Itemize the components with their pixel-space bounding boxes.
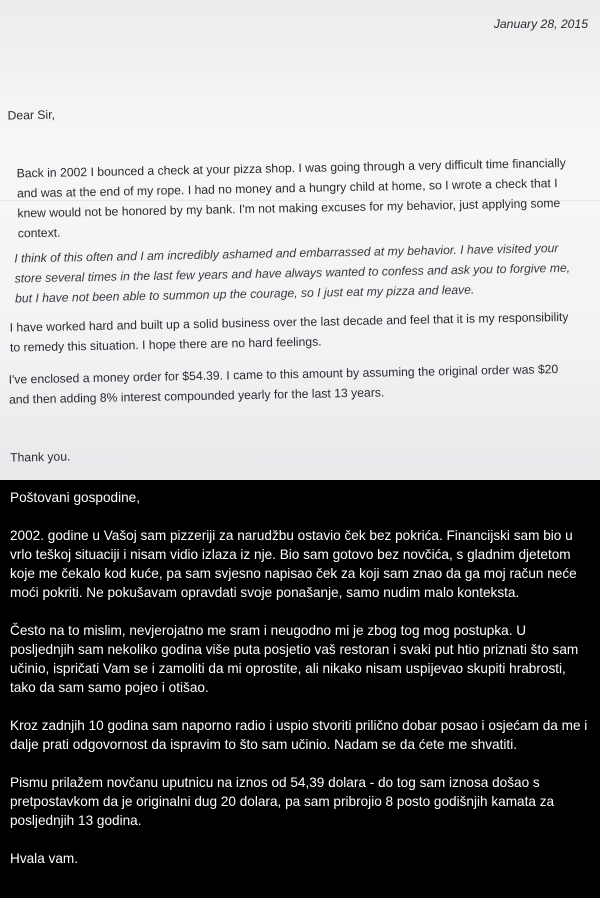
letter-p3-line-2: to remedy this situation. I hope there are no hard feelings. [9,334,322,355]
translation-paragraph-3: Kroz zadnjih 10 godina sam naporno radio i uspio stvoriti prilično dobar posao i osjećam da me i dalje prati odgovornost da ispravim to što sam učinio. Nadam se da ćete me shvatiti. [10,718,588,752]
letter-p4-line-1: I've enclosed a money order for $54.39. I came to this amount by assuming the original order was $20 [8,362,559,387]
letter-p2-line-3: but I have not been able to summon up the courage, so I just eat my pizza and leave. [14,282,475,306]
letter-p1-line-4: context. [17,225,61,241]
translation-salutation: Poštovani gospodine, [10,490,140,505]
letter-p1-line-3: knew would not be honored by my bank. I'm not making excuses for my behavior, just applying some [17,195,561,221]
letter-p1-line-2: and was at the end of my rope. I had no money and a hungry child at home, so I wrote a check that I [16,176,558,201]
translation-paragraph-4: Pismu prilažem novčanu uputnicu na iznos od 54,39 dolara - do tog sam iznosa došao s pretpostavkom da je originalni dug 20 dolara, pa sam pribrojio 8 posto godišnjih kamata za posljednjih 13 godina. [10,775,555,828]
letter-date: January 28, 2015 [493,17,588,31]
letter-closing: Thank you. [9,449,71,465]
translation-block [0,480,600,898]
translation-paragraph-2: Često na to mislim, nevjerojatno me sram i neugodno mi je zbog tog mog postupka. U posljednjih sam nekoliko godina više puta posjetio vaš restoran i svaki put htio priznati što sam učinio, ispričati Vam se i zamoliti da mi oprostite, ali nikako nisam uspijevao skupiti hrabrosti, tako da sam samo pojeo i otišao. [10,623,579,695]
letter-p3-line-1: I have worked hard and built up a solid business over the last decade and feel that it is my responsibility [9,309,569,335]
letter-p1-line-1: Back in 2002 I bounced a check at your pizza shop. I was going through a very difficult time financially [16,155,566,181]
letter-p2-line-1: I think of this often and I am incredibly ashamed and embarrassed at my behavior. I have visited your [14,241,559,266]
letter-p4-line-2: and then adding 8% interest compounded yearly for the last 13 years. [8,385,385,407]
translation-paragraph-1: 2002. godine u Vašoj sam pizzeriji za narudžbu ostavio ček bez pokrića. Financijski sam bio u vrlo teškoj situaciji i nisam vidio izlaza iz nje. Bio sam gotovo bez novčića, s gladnim djetetom koje me čekalo kod kuće, pa sam svjesno napisao ček za koji sam znao da ga moj račun neće moći pokriti. Ne pokušavam opravdati svoje ponašanje, samo nudim malo konteksta. [10,528,577,600]
translation-closing: Hvala vam. [10,851,78,866]
letter-p2-line-2: store several times in the last few years and have always wanted to confess and ask you to forgive me, [14,260,571,286]
letter-salutation: Dear Sir, [7,107,56,123]
